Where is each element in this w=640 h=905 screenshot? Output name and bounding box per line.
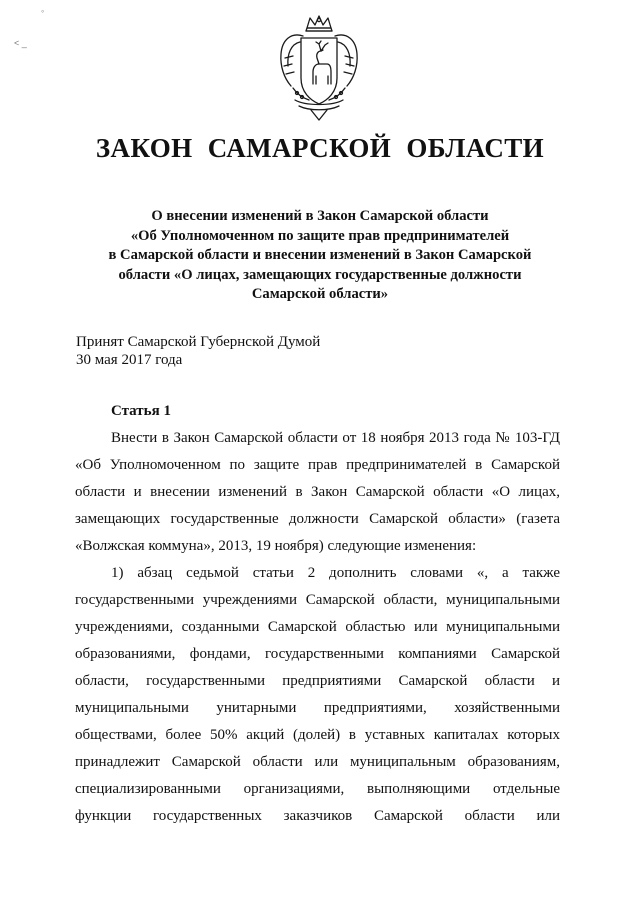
subtitle-line: в Самарской области и внесении изменений в Закон Самарской <box>108 247 532 264</box>
adoption-body: Принят Самарской Губернской Думой <box>76 334 321 350</box>
subtitle-line: «Об Уполномоченном по защите прав предпринимателей <box>130 227 510 244</box>
scan-mark-top: ◦ <box>41 6 45 16</box>
samara-coat-of-arms-icon <box>273 14 365 122</box>
adoption-note <box>76 333 556 369</box>
scan-mark-left: < _ <box>14 38 27 48</box>
article-paragraph: 1) абзац седьмой статьи 2 дополнить словами «, а также государственными учреждениями Самарской области, муниципальными учреждениями, созданными Самарской областью или муниципальными образованиями, фондами, государственными компаниями Самарской области, государственными предприятиями Самарской области и муниципальными унитарными предприятиями, хозяйственными обществами, более 50% акций (долей) в уставных капиталах которых принадлежит Самарской области или муниципальным образованиям, специализированными организациями, выполняющими отдельные функции государственных заказчиков Самарской области или <box>75 565 560 824</box>
article-body <box>75 425 560 830</box>
subtitle-line: Самарской области» <box>251 286 389 303</box>
article-paragraph: Внести в Закон Самарской области от 18 ноября 2013 года № 103-ГД «Об Уполномоченном по защите прав предпринимателей в Самарской области и внесении изменений в Закон Самарской области «О лицах, замещающих государственные должности Самарской области» (газета «Волжская коммуна», 2013, 19 ноября) следующие изменения: <box>75 430 560 554</box>
law-title: ЗАКОН САМАРСКОЙ ОБЛАСТИ <box>95 133 545 163</box>
article-heading: Статья 1 <box>111 403 171 419</box>
adoption-date: 30 мая 2017 года <box>76 352 183 368</box>
law-subtitle <box>60 207 580 305</box>
subtitle-line: области «О лицах, замещающих государственные должности <box>118 266 522 283</box>
subtitle-line: О внесении изменений в Закон Самарской области <box>151 208 489 224</box>
